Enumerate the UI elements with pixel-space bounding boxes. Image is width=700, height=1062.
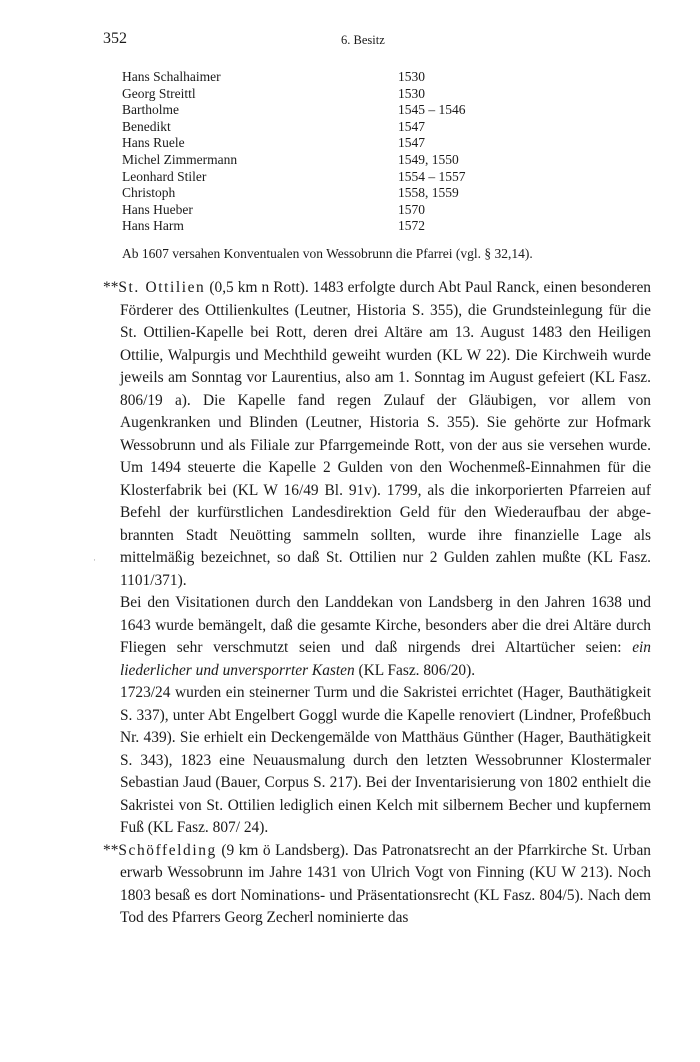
paragraph-text: (9 km ö Landsberg). Das Patronatsrecht an der Pfarrkirche St. Urban erwarb Wessobrunn im Jahre 1431 von Ulrich Vogt von Finning (KU W 213). Noch 1803 besaß es dort Nominations- und Präsentationsrecht (KL Fasz. 804/5). Nach dem Tod des Pfarrers Georg Zecherl nominierte das: [120, 841, 651, 926]
list-name: Hans Ruele: [122, 135, 185, 151]
entries: [103, 277, 651, 930]
list-years: 1572: [398, 218, 425, 234]
page-number: 352: [103, 30, 127, 47]
list-years: 1530: [398, 85, 425, 101]
list-name: Leonhard Stiler: [122, 168, 207, 184]
list-row: [122, 119, 466, 136]
list-years: 1558, 1559: [398, 185, 459, 201]
list-row: [122, 102, 466, 119]
list-years: 1570: [398, 201, 425, 217]
list-years: 1547: [398, 135, 425, 151]
paragraph-text: 1723/24 wurden ein steinerner Turm und die Sakristei errichtet (Hager, Bauthätigkeit S. 337), unter Abt Engelbert Goggl wurde die Kapelle renoviert (Lindner, Profeßbuch Nr. 439). Sie erhielt ein Deckengemälde von Matthäus Günther (Hager, Bauthätigkeit S. 343), 1823 eine Neuausmalung durch den letzten Wessobrunner Klostermaler Sebastian Jaud (Bauer, Corpus S. 217). Bei der Inventarisierung von 1802 enthielt die Sakristei von St. Ottilien lediglich einen Kelch mit silbernem Becher und kupfernem Fuß (KL Fasz. 807/ 24).: [120, 684, 651, 836]
entry-st-ottilien: [103, 277, 651, 840]
running-head: 6. Besitz: [341, 33, 385, 47]
list-name: Hans Schalhaimer: [122, 69, 221, 84]
entry-place: St. Ottilien: [118, 279, 206, 296]
entry-marker: **: [103, 841, 119, 859]
list-years: 1547: [398, 118, 425, 134]
paragraph: [103, 592, 651, 682]
list-name: Benedikt: [122, 118, 171, 134]
list-row: [122, 135, 466, 152]
list-name: Hans Harm: [122, 218, 184, 234]
list-name: Georg Streittl: [122, 85, 196, 101]
list-years: 1545 – 1546: [398, 102, 466, 118]
paragraph: [103, 840, 651, 930]
paragraph-text: Bei den Visitationen durch den Landdekan von Landsberg in den Jahren 1638 und 1643 wurde bemängelt, daß die gesamte Kirche, besonders aber die drei Altäre durch Fliegen sehr verschmutzt seien und daß nirgends drei Altartücher seien:: [120, 594, 651, 656]
margin-mark: ·: [93, 555, 96, 565]
list-name: Michel Zimmermann: [122, 151, 238, 167]
paragraph: [103, 277, 651, 592]
entry-marker: **: [103, 279, 119, 296]
priest-list: [122, 69, 466, 235]
list-row: [122, 69, 466, 86]
quotation: ein liederlicher und unversporrter Kasten: [120, 639, 651, 679]
list-row: [122, 86, 466, 103]
paragraph-text: (KL Fasz. 806/20).: [354, 661, 476, 679]
list-row: [122, 152, 466, 169]
list-row: [122, 218, 466, 235]
list-row: [122, 169, 466, 186]
list-name: Hans Hueber: [122, 201, 193, 217]
entry-place: Schöffelding: [118, 841, 217, 859]
list-years: 1530: [398, 69, 425, 84]
paragraph-text: (0,5 km n Rott). 1483 erfolgte durch Abt Paul Ranck, einen besonderen Förderer des Ottilienkultes (Leutner, Historia S. 355), die Grundsteinlegung für die St. Ottilien-Kapelle bei Rott, deren drei Altäre am 13. August 1483 den Heiligen Ottilie, Walpurgis und Mechthild geweiht wurden (KL W 22). Die Kirchweih wurde jeweils am Sonntag vor Laurentius, also am 1. Sonntag im August gefeiert (KL Fasz. 806/19 a). Die Kapelle fand regen Zulauf der Gläubigen, vor allem von Augenkranken und Blinden (Leutner, Historia S. 355). Sie gehörte zur Hofmark Wessobrunn und als Filiale zur Pfarrgemeinde Rott, von der aus sie versehen wurde. Um 1494 steuerte die Kapelle 2 Gulden von den Wochenmeß-Einnahmen für die Klosterfabrik bei (KL W 16/49 Bl. 91v). 1799, als die inkorporierten Pfarreien auf Befehl der kurfürstlichen Landesdirektion Geld für den Wiederaufbau der abgebrannten Stadt Neuötting sammeln sollten, wurde ihre finanzielle Lage als mittelmäßig bezeichnet, so daß St. Ottilien nur 2 Gulden zahlen mußte (KL Fasz. 1101/371).: [120, 279, 651, 589]
list-name: Christoph: [122, 185, 176, 201]
page-header: [0, 30, 700, 52]
list-years: 1554 – 1557: [398, 168, 466, 184]
paragraph: [103, 682, 651, 840]
list-years: 1549, 1550: [398, 151, 459, 167]
list-row: [122, 185, 466, 202]
list-note: Ab 1607 versahen Konventualen von Wessobrunn die Pfarrei (vgl. § 32,14).: [122, 246, 533, 261]
entry-schoeffelding: [103, 840, 651, 930]
list-name: Bartholme: [122, 102, 179, 118]
list-row: [122, 202, 466, 219]
